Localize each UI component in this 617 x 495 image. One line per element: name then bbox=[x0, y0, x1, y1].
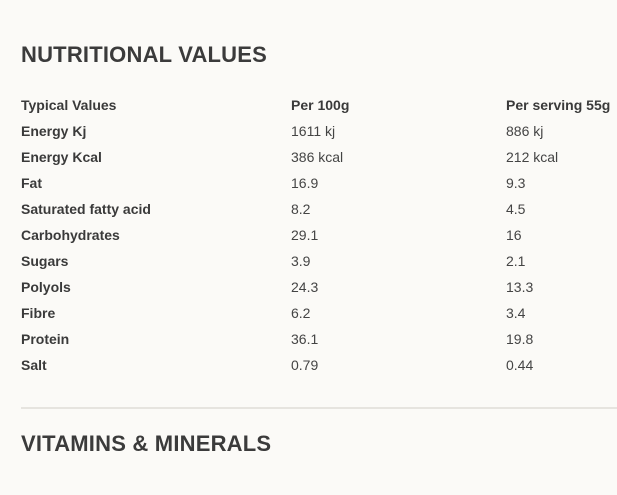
nutrient-label: Fat bbox=[21, 175, 42, 191]
table-row bbox=[21, 274, 617, 300]
table-row bbox=[21, 144, 617, 170]
table-row bbox=[21, 352, 617, 378]
nutrient-label: Polyols bbox=[21, 279, 71, 295]
nutrient-label: Saturated fatty acid bbox=[21, 201, 151, 217]
per-100g-value: 386 kcal bbox=[291, 149, 344, 165]
nutrition-table-header-row bbox=[21, 92, 617, 118]
per-serving-value: 4.5 bbox=[506, 201, 526, 217]
per-serving-value: 19.8 bbox=[506, 331, 534, 347]
nutrient-label: Energy Kcal bbox=[21, 149, 102, 165]
per-serving-value: 16 bbox=[506, 227, 522, 243]
table-row bbox=[21, 326, 617, 352]
nutrient-label: Protein bbox=[21, 331, 70, 347]
nutrient-label: Carbohydrates bbox=[21, 227, 120, 243]
nutrient-label: Salt bbox=[21, 357, 47, 373]
per-serving-value: 212 kcal bbox=[506, 149, 559, 165]
per-serving-value: 9.3 bbox=[506, 175, 526, 191]
table-row bbox=[21, 170, 617, 196]
per-serving-value: 13.3 bbox=[506, 279, 534, 295]
section-divider bbox=[21, 407, 617, 409]
per-100g-value: 36.1 bbox=[291, 331, 319, 347]
per-100g-value: 1611 kj bbox=[291, 123, 336, 139]
nutrient-label: Fibre bbox=[21, 305, 56, 321]
nutrient-label: Sugars bbox=[21, 253, 69, 269]
per-serving-value: 0.44 bbox=[506, 357, 534, 373]
vitamins-minerals-heading[interactable]: VITAMINS & MINERALS bbox=[21, 431, 272, 456]
per-100g-value: 6.2 bbox=[291, 305, 311, 321]
per-serving-value: 3.4 bbox=[506, 305, 526, 321]
per-100g-value: 8.2 bbox=[291, 201, 311, 217]
table-row bbox=[21, 248, 617, 274]
table-row bbox=[21, 118, 617, 144]
table-row bbox=[21, 222, 617, 248]
nutrient-label: Energy Kj bbox=[21, 123, 87, 139]
column-header-typical-values: Typical Values bbox=[21, 97, 117, 113]
column-header-per-serving: Per serving 55g bbox=[506, 97, 611, 113]
per-100g-value: 0.79 bbox=[291, 357, 319, 373]
table-row bbox=[21, 196, 617, 222]
nutrition-panel bbox=[21, 0, 617, 495]
per-serving-value: 2.1 bbox=[506, 253, 526, 269]
table-row bbox=[21, 300, 617, 326]
nutritional-values-heading: NUTRITIONAL VALUES bbox=[21, 42, 268, 67]
per-100g-value: 3.9 bbox=[291, 253, 311, 269]
nutrition-table-body bbox=[21, 118, 617, 378]
per-100g-value: 24.3 bbox=[291, 279, 319, 295]
per-100g-value: 16.9 bbox=[291, 175, 319, 191]
nutrition-table bbox=[21, 92, 617, 378]
column-header-per-100g: Per 100g bbox=[291, 97, 350, 113]
per-100g-value: 29.1 bbox=[291, 227, 319, 243]
per-serving-value: 886 kj bbox=[506, 123, 544, 139]
